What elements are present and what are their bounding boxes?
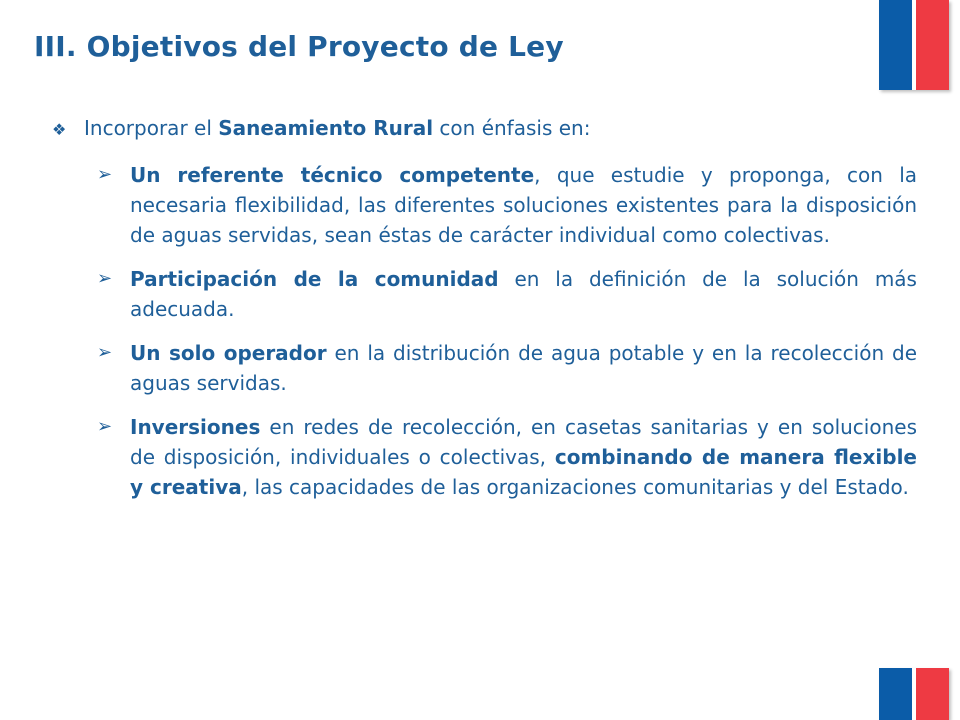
chile-flag-stripe-bottom	[879, 668, 949, 720]
diamond-bullet-icon: ❖	[52, 120, 67, 139]
list-item	[97, 264, 917, 324]
bullet-body-2: , las capacidades de las organizaciones comunitarias y del Estado.	[241, 475, 909, 499]
intro-suffix: con énfasis en:	[433, 116, 591, 140]
flag-blue-stripe	[879, 668, 912, 720]
bullet-bold-2: combinando de manera flexible y creativa	[130, 445, 917, 499]
intro-line	[52, 113, 590, 145]
intro-prefix: Incorporar el	[84, 116, 219, 140]
bullet-bold: Un solo operador	[130, 341, 327, 365]
bullet-bold: Participación de la comunidad	[130, 267, 499, 291]
flag-red-stripe	[916, 668, 949, 720]
slide-title: III. Objetivos del Proyecto de Ley	[34, 30, 564, 63]
bullet-body: , que estudie y proponga, con la necesaria flexibilidad, las diferentes soluciones existentes para la disposición de aguas servidas, sean éstas de carácter individual como colectivas.	[130, 163, 918, 247]
bullet-text	[130, 160, 917, 250]
bullet-text	[130, 338, 917, 398]
arrow-bullet-icon: ➢	[97, 416, 113, 437]
intro-bold: Saneamiento Rural	[218, 116, 434, 140]
bullet-body: en la distribución de agua potable y en la recolección de aguas servidas.	[130, 341, 918, 395]
bullet-body: en redes de recolección, en casetas sanitarias y en soluciones de disposición, individuales o colectivas,	[130, 415, 917, 469]
arrow-bullet-icon: ➢	[97, 164, 113, 185]
list-item	[97, 412, 917, 502]
list-item	[97, 338, 917, 398]
bullet-text	[130, 264, 917, 324]
bullet-list	[97, 160, 917, 516]
arrow-bullet-icon: ➢	[97, 342, 113, 363]
list-item	[97, 160, 917, 250]
bullet-bold: Inversiones	[130, 415, 261, 439]
bullet-text	[130, 412, 917, 502]
flag-red-stripe	[916, 0, 949, 90]
chile-flag-stripe-top	[879, 0, 949, 90]
flag-blue-stripe	[879, 0, 912, 90]
arrow-bullet-icon: ➢	[97, 268, 113, 289]
bullet-body: en la definición de la solución más adecuada.	[130, 267, 917, 321]
bullet-bold: Un referente técnico competente	[130, 163, 535, 187]
